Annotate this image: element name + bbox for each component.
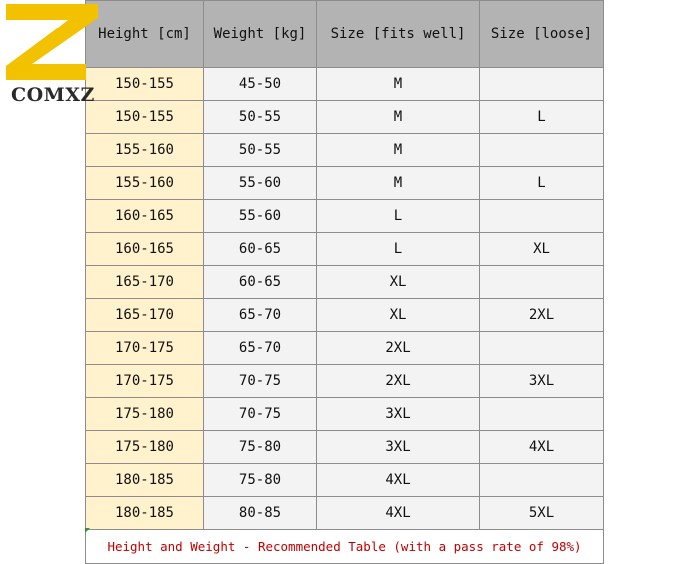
cell-size-loose: [480, 266, 604, 299]
cell-size-fits-well: L: [317, 233, 480, 266]
cell-weight: 65-70: [204, 332, 317, 365]
cell-height: 170-175: [86, 365, 204, 398]
cell-size-loose: [480, 68, 604, 101]
cell-height: 175-180: [86, 398, 204, 431]
table-row: [86, 299, 604, 332]
cell-weight: 60-65: [204, 233, 317, 266]
header-weight: Weight [kg]: [204, 1, 317, 68]
cell-height: 150-155: [86, 101, 204, 134]
cell-size-fits-well: L: [317, 200, 480, 233]
cell-size-fits-well: 3XL: [317, 398, 480, 431]
cell-size-loose: [480, 332, 604, 365]
cell-size-loose: L: [480, 101, 604, 134]
cell-height: 160-165: [86, 233, 204, 266]
table-row: [86, 200, 604, 233]
table-row: [86, 431, 604, 464]
cell-size-loose: 3XL: [480, 365, 604, 398]
cell-height: 160-165: [86, 200, 204, 233]
cell-height: 150-155: [86, 68, 204, 101]
size-chart-table: [85, 0, 604, 564]
cell-size-loose: [480, 398, 604, 431]
cell-size-fits-well: 2XL: [317, 365, 480, 398]
cell-weight: 75-80: [204, 431, 317, 464]
cell-size-loose: [480, 464, 604, 497]
cell-weight: 70-75: [204, 365, 317, 398]
size-chart-sheet: [85, 0, 603, 563]
cell-size-loose: [480, 200, 604, 233]
cell-weight: 55-60: [204, 200, 317, 233]
cell-height: 155-160: [86, 134, 204, 167]
cell-weight: 50-55: [204, 134, 317, 167]
cell-size-fits-well: M: [317, 101, 480, 134]
cell-height: 180-185: [86, 464, 204, 497]
cell-size-fits-well: M: [317, 134, 480, 167]
table-row: [86, 68, 604, 101]
brand-logo: [0, 0, 100, 108]
cell-size-fits-well: 2XL: [317, 332, 480, 365]
cell-height: 170-175: [86, 332, 204, 365]
table-row: [86, 332, 604, 365]
header-size-fits-well: Size [fits well]: [317, 1, 480, 68]
table-row: [86, 233, 604, 266]
corner-marker: [85, 528, 90, 533]
cell-height: 175-180: [86, 431, 204, 464]
cell-size-fits-well: M: [317, 167, 480, 200]
cell-size-loose: L: [480, 167, 604, 200]
cell-size-loose: 4XL: [480, 431, 604, 464]
logo-text: COMXZ: [11, 84, 95, 106]
cell-weight: 80-85: [204, 497, 317, 530]
cell-size-fits-well: 4XL: [317, 497, 480, 530]
cell-height: 180-185: [86, 497, 204, 530]
table-row: [86, 497, 604, 530]
cell-height: 155-160: [86, 167, 204, 200]
cell-size-loose: 2XL: [480, 299, 604, 332]
cell-size-fits-well: 4XL: [317, 464, 480, 497]
cell-weight: 75-80: [204, 464, 317, 497]
cell-weight: 65-70: [204, 299, 317, 332]
cell-height: 165-170: [86, 266, 204, 299]
cell-size-fits-well: XL: [317, 266, 480, 299]
cell-size-loose: XL: [480, 233, 604, 266]
table-row: [86, 398, 604, 431]
table-row: [86, 101, 604, 134]
cell-size-loose: [480, 134, 604, 167]
cell-weight: 60-65: [204, 266, 317, 299]
cell-weight: 55-60: [204, 167, 317, 200]
cell-size-fits-well: M: [317, 68, 480, 101]
cell-size-fits-well: XL: [317, 299, 480, 332]
table-row: [86, 167, 604, 200]
header-row: [86, 1, 604, 68]
z-logo-icon: [6, 4, 98, 80]
table-row: [86, 266, 604, 299]
caption-row: [86, 530, 604, 564]
header-height: Height [cm]: [86, 1, 204, 68]
header-size-loose: Size [loose]: [480, 1, 604, 68]
cell-size-fits-well: 3XL: [317, 431, 480, 464]
cell-height: 165-170: [86, 299, 204, 332]
cell-size-loose: 5XL: [480, 497, 604, 530]
cell-weight: 50-55: [204, 101, 317, 134]
cell-weight: 70-75: [204, 398, 317, 431]
cell-weight: 45-50: [204, 68, 317, 101]
table-row: [86, 134, 604, 167]
table-row: [86, 365, 604, 398]
table-row: [86, 464, 604, 497]
table-caption: Height and Weight - Recommended Table (with a pass rate of 98%): [86, 530, 604, 564]
